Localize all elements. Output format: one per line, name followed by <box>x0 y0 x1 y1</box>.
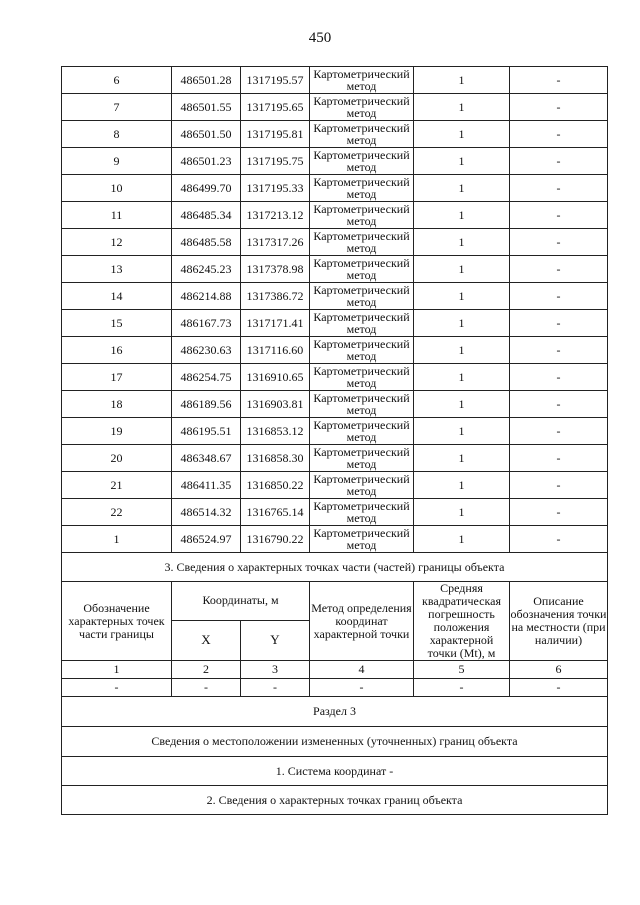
coord-x: 486167.73 <box>172 310 241 337</box>
description: - <box>510 67 608 94</box>
method-line-1: Картометрический <box>313 418 410 432</box>
method <box>310 445 414 472</box>
description: - <box>510 202 608 229</box>
method <box>310 337 414 364</box>
col-number: 1 <box>62 661 172 679</box>
method-line-2: метод <box>346 511 377 525</box>
point-number: 10 <box>62 175 172 202</box>
coord-x: 486485.34 <box>172 202 241 229</box>
method <box>310 202 414 229</box>
table-row <box>62 526 608 553</box>
method-line-2: метод <box>346 160 377 174</box>
method-line-1: Картометрический <box>313 94 410 108</box>
mt-value: 1 <box>414 391 510 418</box>
table-row <box>62 256 608 283</box>
col-number: 3 <box>241 661 310 679</box>
coord-y: 1317213.12 <box>241 202 310 229</box>
method <box>310 499 414 526</box>
method-line-2: метод <box>346 214 377 228</box>
coord-y: 1316910.65 <box>241 364 310 391</box>
coord-x: 486254.75 <box>172 364 241 391</box>
mt-value: 1 <box>414 445 510 472</box>
coord-y: 1317195.65 <box>241 94 310 121</box>
table-row <box>62 418 608 445</box>
method-line-1: Картометрический <box>313 445 410 459</box>
coord-x: 486514.32 <box>172 499 241 526</box>
method-line-2: метод <box>346 106 377 120</box>
table-row <box>62 175 608 202</box>
mt-value: 1 <box>414 364 510 391</box>
empty-cell: - <box>310 679 414 697</box>
point-number: 9 <box>62 148 172 175</box>
point-number: 8 <box>62 121 172 148</box>
method-line-2: метод <box>346 295 377 309</box>
empty-cell: - <box>62 679 172 697</box>
point-number: 12 <box>62 229 172 256</box>
page-number: 450 <box>308 30 332 46</box>
coord-y: 1316858.30 <box>241 445 310 472</box>
col-number: 6 <box>510 661 608 679</box>
header-y: Y <box>241 620 310 660</box>
method-line-1: Картометрический <box>313 337 410 351</box>
mt-value: 1 <box>414 472 510 499</box>
mt-value: 1 <box>414 175 510 202</box>
empty-cell: - <box>414 679 510 697</box>
coord-x: 486214.88 <box>172 283 241 310</box>
description: - <box>510 148 608 175</box>
method-line-1: Картометрический <box>313 67 410 81</box>
point-number: 20 <box>62 445 172 472</box>
description: - <box>510 175 608 202</box>
point-rows <box>62 67 608 553</box>
mt-value: 1 <box>414 148 510 175</box>
method-line-1: Картометрический <box>313 121 410 135</box>
mt-value: 1 <box>414 121 510 148</box>
table-row <box>62 283 608 310</box>
boundary-points-table <box>61 66 608 815</box>
coord-y: 1316765.14 <box>241 499 310 526</box>
description: - <box>510 418 608 445</box>
coord-x: 486524.97 <box>172 526 241 553</box>
method-line-2: метод <box>346 349 377 363</box>
mt-value: 1 <box>414 256 510 283</box>
point-number: 16 <box>62 337 172 364</box>
coordinate-system: 1. Система координат - <box>62 757 608 786</box>
method <box>310 391 414 418</box>
method-line-1: Картометрический <box>313 283 410 297</box>
description: - <box>510 229 608 256</box>
empty-data-row <box>62 679 608 697</box>
description: - <box>510 391 608 418</box>
mt-value: 1 <box>414 526 510 553</box>
table-row <box>62 94 608 121</box>
table-row <box>62 67 608 94</box>
point-number: 13 <box>62 256 172 283</box>
coord-x: 486499.70 <box>172 175 241 202</box>
coord-y: 1317386.72 <box>241 283 310 310</box>
method-line-1: Картометрический <box>313 256 410 270</box>
method-line-1: Картометрический <box>313 148 410 162</box>
method <box>310 364 414 391</box>
coord-x: 486348.67 <box>172 445 241 472</box>
header-mt: Средняя квадратическая погрешность положения характерной точки (Mt), м <box>414 582 510 661</box>
method-line-1: Картометрический <box>313 391 410 405</box>
method <box>310 229 414 256</box>
point-number: 19 <box>62 418 172 445</box>
table-row <box>62 148 608 175</box>
col-number: 4 <box>310 661 414 679</box>
col-number: 2 <box>172 661 241 679</box>
method-line-1: Картометрический <box>313 472 410 486</box>
method-line-2: метод <box>346 430 377 444</box>
coord-y: 1317195.33 <box>241 175 310 202</box>
section-subtitle: Сведения о местоположении измененных (уточненных) границ объекта <box>62 727 608 757</box>
coord-y: 1317195.81 <box>241 121 310 148</box>
mt-value: 1 <box>414 499 510 526</box>
method-line-1: Картометрический <box>313 175 410 189</box>
header-x: X <box>172 620 241 660</box>
coord-x: 486189.56 <box>172 391 241 418</box>
coord-y: 1317195.57 <box>241 67 310 94</box>
method-line-2: метод <box>346 241 377 255</box>
mt-value: 1 <box>414 283 510 310</box>
mt-value: 1 <box>414 337 510 364</box>
description: - <box>510 283 608 310</box>
table-row <box>62 310 608 337</box>
description: - <box>510 499 608 526</box>
method-line-2: метод <box>346 457 377 471</box>
point-number: 14 <box>62 283 172 310</box>
coord-x: 486245.23 <box>172 256 241 283</box>
point-number: 11 <box>62 202 172 229</box>
coord-y: 1317171.41 <box>241 310 310 337</box>
method-line-2: метод <box>346 538 377 552</box>
coord-y: 1317116.60 <box>241 337 310 364</box>
mt-value: 1 <box>414 94 510 121</box>
method <box>310 310 414 337</box>
coord-x: 486501.28 <box>172 67 241 94</box>
points-info-heading: 2. Сведения о характерных точках границ объекта <box>62 786 608 815</box>
header-coordinates: Координаты, м <box>172 582 310 621</box>
mt-value: 1 <box>414 67 510 94</box>
col-number: 5 <box>414 661 510 679</box>
empty-cell: - <box>172 679 241 697</box>
description: - <box>510 364 608 391</box>
method-line-1: Картометрический <box>313 526 410 540</box>
section-title: Раздел 3 <box>62 697 608 727</box>
description: - <box>510 121 608 148</box>
method-line-1: Картометрический <box>313 310 410 324</box>
coord-x: 486230.63 <box>172 337 241 364</box>
table-row <box>62 391 608 418</box>
coord-y: 1316903.81 <box>241 391 310 418</box>
column-numbers-row <box>62 661 608 679</box>
table-row <box>62 499 608 526</box>
method-line-1: Картометрический <box>313 364 410 378</box>
coord-y: 1316850.22 <box>241 472 310 499</box>
method <box>310 256 414 283</box>
empty-cell: - <box>510 679 608 697</box>
method-line-2: метод <box>346 268 377 282</box>
mt-value: 1 <box>414 418 510 445</box>
coord-y: 1317317.26 <box>241 229 310 256</box>
method-line-2: метод <box>346 322 377 336</box>
method <box>310 148 414 175</box>
description: - <box>510 310 608 337</box>
description: - <box>510 472 608 499</box>
empty-cell: - <box>241 679 310 697</box>
coord-y: 1316790.22 <box>241 526 310 553</box>
coord-y: 1317378.98 <box>241 256 310 283</box>
point-number: 22 <box>62 499 172 526</box>
header-designation: Обозначение характерных точек части границы <box>62 582 172 661</box>
method <box>310 283 414 310</box>
table-row <box>62 202 608 229</box>
coord-x: 486501.23 <box>172 148 241 175</box>
method <box>310 67 414 94</box>
method-line-2: метод <box>346 376 377 390</box>
method <box>310 175 414 202</box>
point-number: 17 <box>62 364 172 391</box>
section-3-label: 3. Сведения о характерных точках части (частей) границы объекта <box>62 553 608 582</box>
description: - <box>510 256 608 283</box>
method-line-2: метод <box>346 403 377 417</box>
coord-x: 486485.58 <box>172 229 241 256</box>
method <box>310 472 414 499</box>
method <box>310 526 414 553</box>
description: - <box>510 526 608 553</box>
table-row <box>62 445 608 472</box>
point-number: 21 <box>62 472 172 499</box>
table-row <box>62 121 608 148</box>
description: - <box>510 445 608 472</box>
mt-value: 1 <box>414 202 510 229</box>
table-row <box>62 337 608 364</box>
method-line-1: Картометрический <box>313 229 410 243</box>
method <box>310 121 414 148</box>
header-description: Описание обозначения точки на местности (при наличии) <box>510 582 608 661</box>
mt-value: 1 <box>414 229 510 256</box>
coord-x: 486501.55 <box>172 94 241 121</box>
point-number: 18 <box>62 391 172 418</box>
description: - <box>510 94 608 121</box>
coord-x: 486501.50 <box>172 121 241 148</box>
point-number: 7 <box>62 94 172 121</box>
table-row <box>62 364 608 391</box>
header-method: Метод определения координат характерной точки <box>310 582 414 661</box>
method <box>310 94 414 121</box>
table-row <box>62 472 608 499</box>
method-line-2: метод <box>346 484 377 498</box>
table-row <box>62 229 608 256</box>
point-number: 6 <box>62 67 172 94</box>
point-number: 15 <box>62 310 172 337</box>
point-number: 1 <box>62 526 172 553</box>
method-line-2: метод <box>346 133 377 147</box>
method-line-2: метод <box>346 79 377 93</box>
coord-x: 486411.35 <box>172 472 241 499</box>
coord-y: 1316853.12 <box>241 418 310 445</box>
coord-x: 486195.51 <box>172 418 241 445</box>
method <box>310 418 414 445</box>
mt-value: 1 <box>414 310 510 337</box>
description: - <box>510 337 608 364</box>
method-line-1: Картометрический <box>313 202 410 216</box>
method-line-1: Картометрический <box>313 499 410 513</box>
coord-y: 1317195.75 <box>241 148 310 175</box>
method-line-2: метод <box>346 187 377 201</box>
